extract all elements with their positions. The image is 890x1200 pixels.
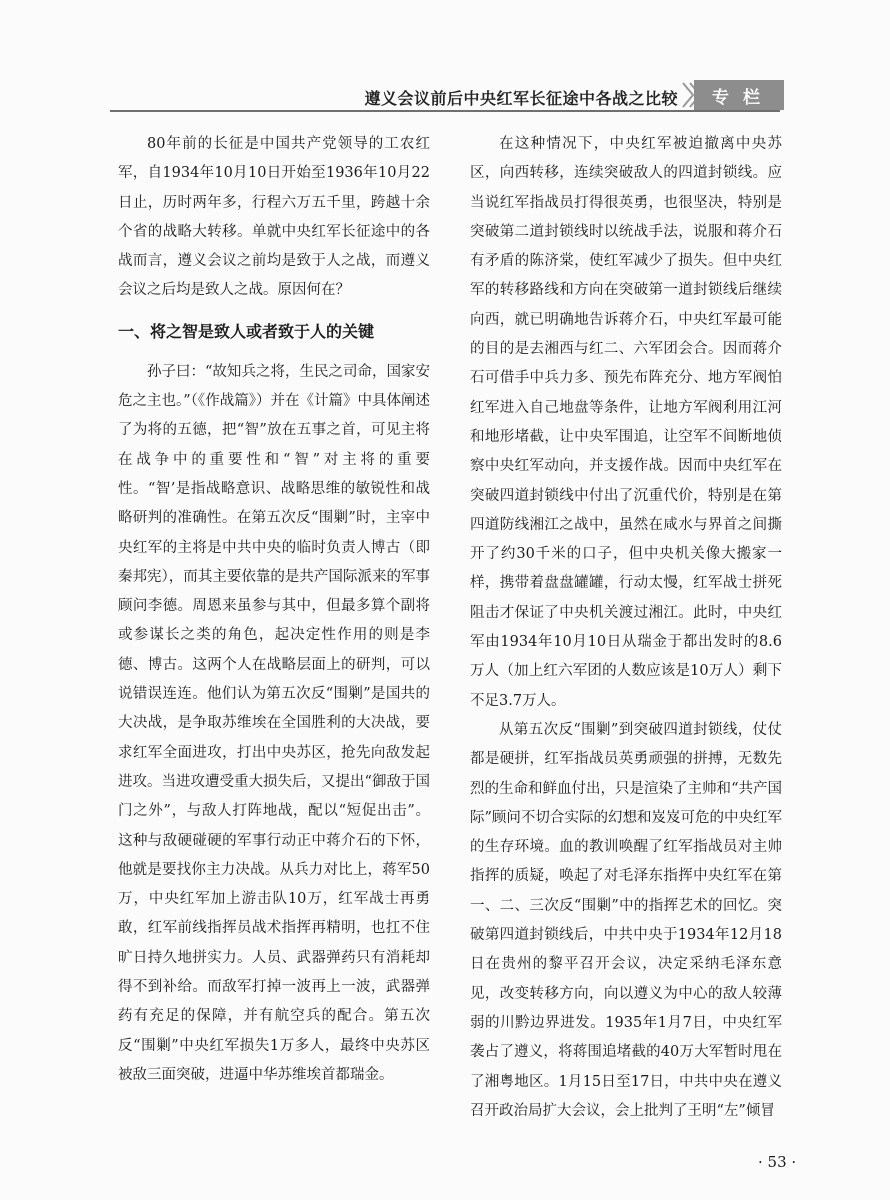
- column-badge: 专栏: [694, 80, 784, 110]
- body-paragraph: 孙子曰：“故知兵之将，生民之司命，国家安危之主也。”（《作战篇》）并在《计篇》中具体阐述了为将的五德，把“智”放在五事之首，可见主将在战争中的重要性和“智”对主将的重要性。“智’是指战略意识、战略思维的敏锐性和战略研判的准确性。在第五次反“围剿”时，主宰中央红军的主将是中共中央的临时负责人博古（即秦邦宪），而其主要依靠的是共产国际派来的军事顾问李德。周恩来虽参与其中，但最多算个副将或参谋长之类的角色，起决定性作用的则是李德、博古。这两个人在战略层面上的研判，可以说错误连连。他们认为第五次反“围剿”是国共的大决战，是争取苏维埃在全国胜利的大决战，要求红军全面进攻，打出中央苏区，抢先向敌发起进攻。当进攻遭受重大损失后，又提出“御敌于国门之外”，与敌人打阵地战，配以“短促出击”。这种与敌硬碰硬的军事行动正中蒋介石的下怀，他就是要找你主力决战。从兵力对比上，蒋军50万，中央红军加上游击队10万，红军战士再勇敢，红军前线指挥员战术指挥再精明，也扛不住旷日持久地拼实力。人员、武器弹药只有消耗却得不到补给。而敌军打掉一波再上一波，武器弹药有充足的保障，并有航空兵的配合。第五次反“围剿”中央红军损失1万多人，最终中央苏区被敌三面突破，进逼中华苏维埃首都瑞金。: [118, 363, 430, 1083]
- page-header: [0, 0, 890, 120]
- section-heading: 一、将之智是致人或者致于人的关键: [118, 321, 375, 341]
- body-paragraph: 从第五次反“围剿”到突破四道封锁线，仗仗都是硬拼，红军指战员英勇顽强的拼搏，无数先烈的生命和鲜血付出，只是渲染了主帅和“共产国际”顾问不切合实际的幻想和岌岌可危的中央红军的生存环境。血的教训唤醒了红军指战员对主帅指挥的质疑，唤起了对毛泽东指挥中央红军在第一、二、三次反“围剿”中的指挥艺术的回忆。突破第四道封锁线后，中共中央于1934年12月18日在贵州的黎平召开会议，决定采纳毛泽东意见，改变转移方向，向以遵义为中心的敌人较薄弱的川黔边界进发。1935年1月7日，中央红军袭占了遵义，将蒋围追堵截的40万大军暂时甩在了湘粤地区。1月15日至17日，中共中央在遵义召开政治局扩大会议，会上批判了王明“左”倾冒: [470, 721, 782, 1119]
- intro-paragraph: 80年前的长征是中国共产党领导的工农红军，自1934年10月10日开始至1936年10月22日止，历时两年多，行程六万五千里，跨越十余个省的战略大转移。单就中央红军长征途中的各战而言，遵义会议之前均是致于人之战，而遵义会议之后均是致人之战。原因何在？: [118, 136, 430, 299]
- page-number: · 53 ·: [758, 1153, 797, 1171]
- header-rule: [110, 110, 780, 112]
- right-column: [470, 130, 782, 1126]
- body-paragraph: 在这种情况下，中央红军被迫撤离中央苏区，向西转移，连续突破敌人的四道封锁线。应当说红军指战员打得很英勇，也很坚决，特别是突破第二道封锁线时以统战手法，说服和蒋介石有矛盾的陈济棠，使红军减少了损失。但中央红军的转移路线和方向在突破第一道封锁线后继续向西，就已明确地告诉蒋介石，中央红军最可能的目的是去湘西与红二、六军团会合。因而蒋介石可借手中兵力多、预先布阵充分、地方军阀怕红军进入自己地盘等条件，让地方军阀利用江河和地形堵截，让中央军围追，让空军不间断地侦察中央红军动向，并支援作战。因而中央红军在突破四道封锁线中付出了沉重代价，特别是在第四道防线湘江之战中，虽然在咸水与界首之间撕开了约30千米的口子，但中央机关像大搬家一样，携带着盘盘罐罐，行动太慢，红军战士拼死阻击才保证了中央机关渡过湘江。此时，中央红军由1934年10月10日从瑞金于都出发时的8.6万人（加上红六军团的人数应该是10万人）剩下不足3.7万人。: [470, 136, 782, 709]
- running-title: 遵义会议前后中央红军长征途中各战之比较: [364, 89, 678, 108]
- left-column: [118, 130, 430, 1090]
